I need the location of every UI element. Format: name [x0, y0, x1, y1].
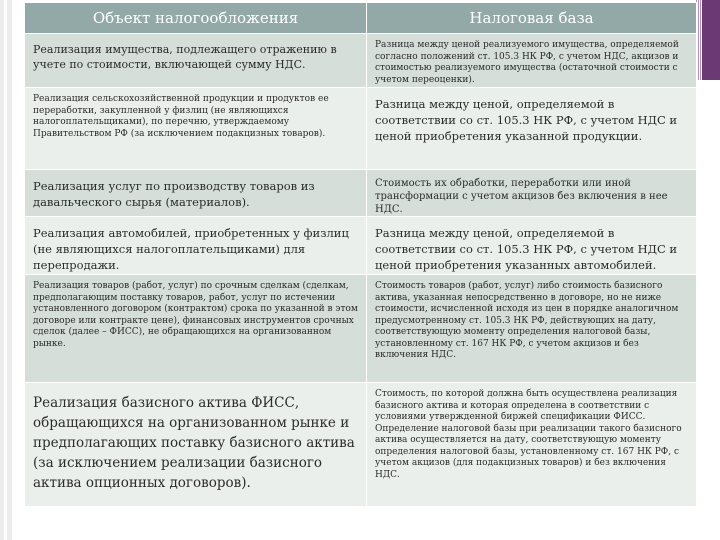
table-row	[25, 34, 697, 88]
left-accent-band	[0, 0, 12, 540]
tax-base-table	[24, 2, 697, 507]
table-row	[25, 217, 697, 275]
table-header-row	[25, 3, 697, 34]
header-tax-object: Объект налогообложения	[25, 3, 367, 34]
table-row	[25, 383, 697, 507]
table-row	[25, 170, 697, 217]
tax-base-cell: Разница между ценой, определяемой в соответствии со ст. 105.3 НК РФ, с учетом НДС и ценой приобретения указанной продукции.	[367, 88, 697, 170]
tax-object-cell: Реализация товаров (работ, услуг) по срочным сделкам (сделкам, предполагающим поставку товаров, работ, услуг по истечении установленного договором (контрактом) срока по указанной в этом договоре или контракте цене), финансовых инструментов срочных сделок (далее – ФИСС), не обращающихся на организованном рынке.	[25, 275, 367, 383]
header-tax-base: Налоговая база	[367, 3, 697, 34]
table-row	[25, 275, 697, 383]
tax-object-cell: Реализация базисного актива ФИСС, обращающихся на организованном рынке и предполагающих поставку базисного актива (за исключением реализации базисного актива опционных договоров).	[25, 383, 367, 507]
tax-base-cell: Стоимость, по которой должна быть осуществлена реализация базисного актива и которая определена в соответствии с условиями утвержденной биржей спецификации ФИСС. Определение налоговой базы при реализации такого базисного актива осуществляется на дату, соответствующую моменту определения налоговой базы, установленному ст. 167 НК РФ, с учетом акцизов (для подакцизных товаров) и без включения НДС.	[367, 383, 697, 507]
corner-decor-block	[702, 0, 720, 80]
tax-object-cell: Реализация услуг по производству товаров из давальческого сырья (материалов).	[25, 170, 367, 217]
table-row	[25, 88, 697, 170]
tax-base-cell: Стоимость их обработки, переработки или иной трансформации с учетом акцизов без включения в нее НДС.	[367, 170, 697, 217]
tax-base-cell: Разница между ценой, определяемой в соответствии со ст. 105.3 НК РФ, с учетом НДС и ценой приобретения указанных автомобилей.	[367, 217, 697, 275]
tax-base-cell: Стоимость товаров (работ, услуг) либо стоимость базисного актива, указанная непосредственно в договоре, но не ниже стоимости, исчисленной исходя из цен в порядке аналогичном предусмотренному ст. 105.3 НК РФ, действующих на дату, соответствующую моменту определения налоговой базы, установленному ст. 167 НК РФ, с учетом акцизов и без включения НДС.	[367, 275, 697, 383]
tax-object-cell: Реализация сельскохозяйственной продукции и продуктов ее переработки, закупленной у физлиц (не являющихся налогоплательщиками), по перечню, утверждаемому Правительством РФ (за исключением подакцизных товаров).	[25, 88, 367, 170]
tax-object-cell: Реализация имущества, подлежащего отражению в учете по стоимости, включающей сумму НДС.	[25, 34, 367, 88]
tax-base-cell: Разница между ценой реализуемого имущества, определяемой согласно положений ст. 105.3 НК РФ, с учетом НДС, акцизов и стоимостью реализуемого имущества (остаточной стоимости с учетом переоценки).	[367, 34, 697, 88]
tax-object-cell: Реализация автомобилей, приобретенных у физлиц (не являющихся налогоплательщиками) для перепродажи.	[25, 217, 367, 275]
